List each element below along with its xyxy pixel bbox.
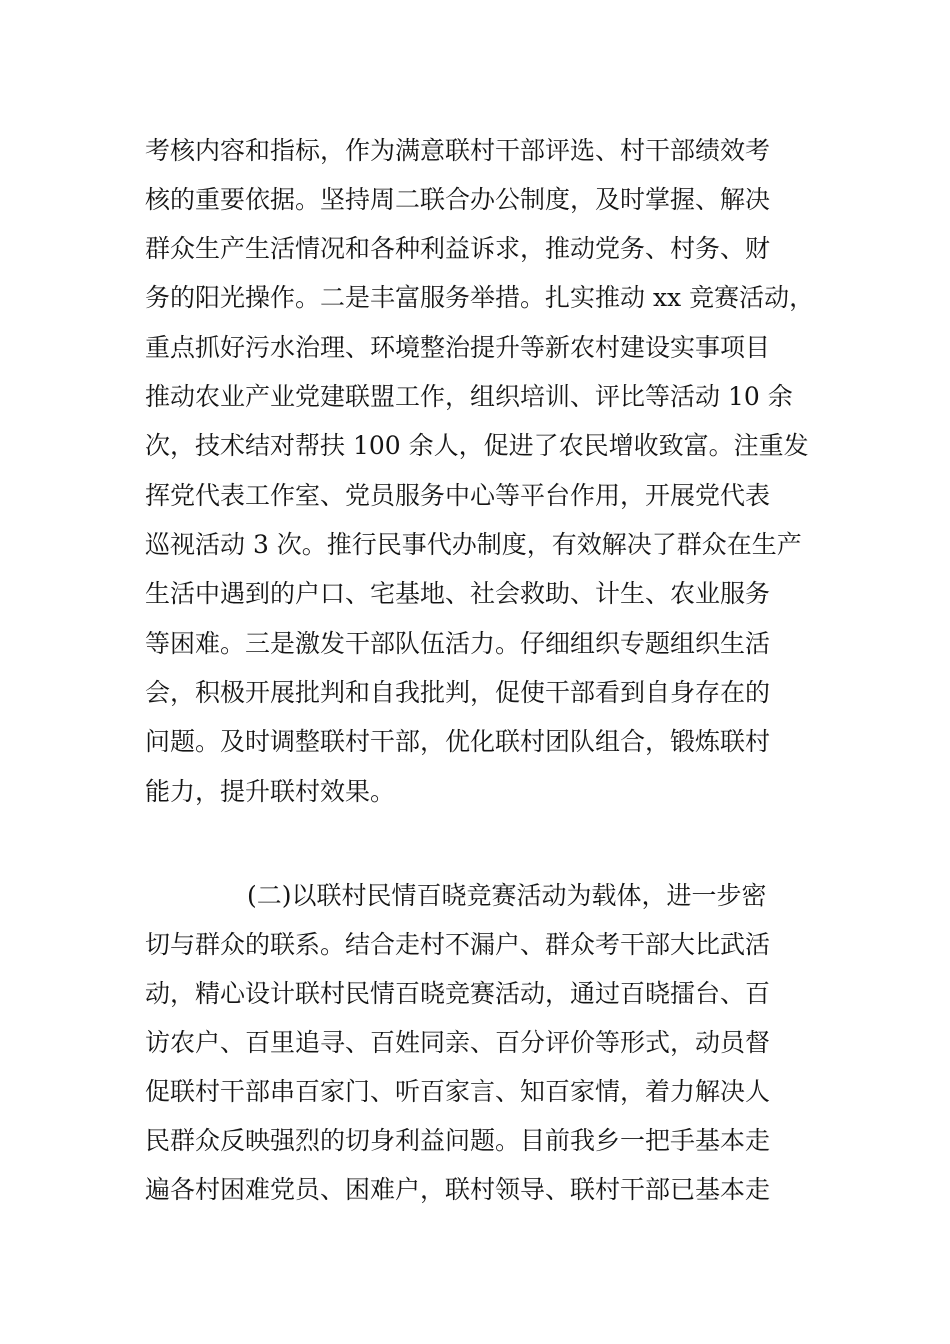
text-line: 会，积极开展批判和自我批判，促使干部看到自身存在的 <box>145 678 771 707</box>
text-line: 挥党代表工作室、党员服务中心等平台作用，开展党代表 <box>145 481 771 510</box>
text-line: 访农户、百里追寻、百姓同亲、百分评价等形式，动员督 <box>145 1028 771 1057</box>
text-line: 次，技术结对帮扶 100 余人，促进了农民增收致富。注重发 <box>145 431 809 460</box>
text-line: 切与群众的联系。结合走村不漏户、群众考干部大比武活 <box>145 930 771 959</box>
text-line: 重点抓好污水治理、环境整治提升等新农村建设实事项目 <box>145 333 771 362</box>
text-line: 核的重要依据。坚持周二联合办公制度，及时掌握、解决 <box>145 185 771 214</box>
text-line: 推动农业产业党建联盟工作，组织培训、评比等活动 10 余 <box>145 382 793 411</box>
text-line: 生活中遇到的户口、宅基地、社会救助、计生、农业服务 <box>145 579 771 608</box>
text-line: 等困难。三是激发干部队伍活力。仔细组织专题组织生活 <box>145 629 771 658</box>
text-line: 考核内容和指标，作为满意联村干部评选、村干部绩效考 <box>145 136 771 165</box>
text-line: 问题。及时调整联村干部，优化联村团队组合，锻炼联村 <box>145 727 771 756</box>
text-line: 务的阳光操作。二是丰富服务举措。扎实推动 xx 竞赛活动， <box>145 283 815 312</box>
paragraph-heading: (二)以联村民情百晓竞赛活动为载体，进一步密 <box>247 881 767 910</box>
text-line: 促联村干部串百家门、听百家言、知百家情，着力解决人 <box>145 1077 771 1106</box>
text-line: 民群众反映强烈的切身利益问题。目前我乡一把手基本走 <box>145 1126 771 1155</box>
text-line: 遍各村困难党员、困难户，联村领导、联村干部已基本走 <box>145 1175 771 1204</box>
text-line: 群众生产生活情况和各种利益诉求，推动党务、村务、财 <box>145 234 771 263</box>
text-line: 能力，提升联村效果。 <box>145 777 396 806</box>
text-line: 巡视活动 3 次。推行民事代办制度，有效解决了群众在生产 <box>145 530 802 559</box>
text-line: 动，精心设计联村民情百晓竞赛活动，通过百晓擂台、百 <box>145 979 771 1008</box>
